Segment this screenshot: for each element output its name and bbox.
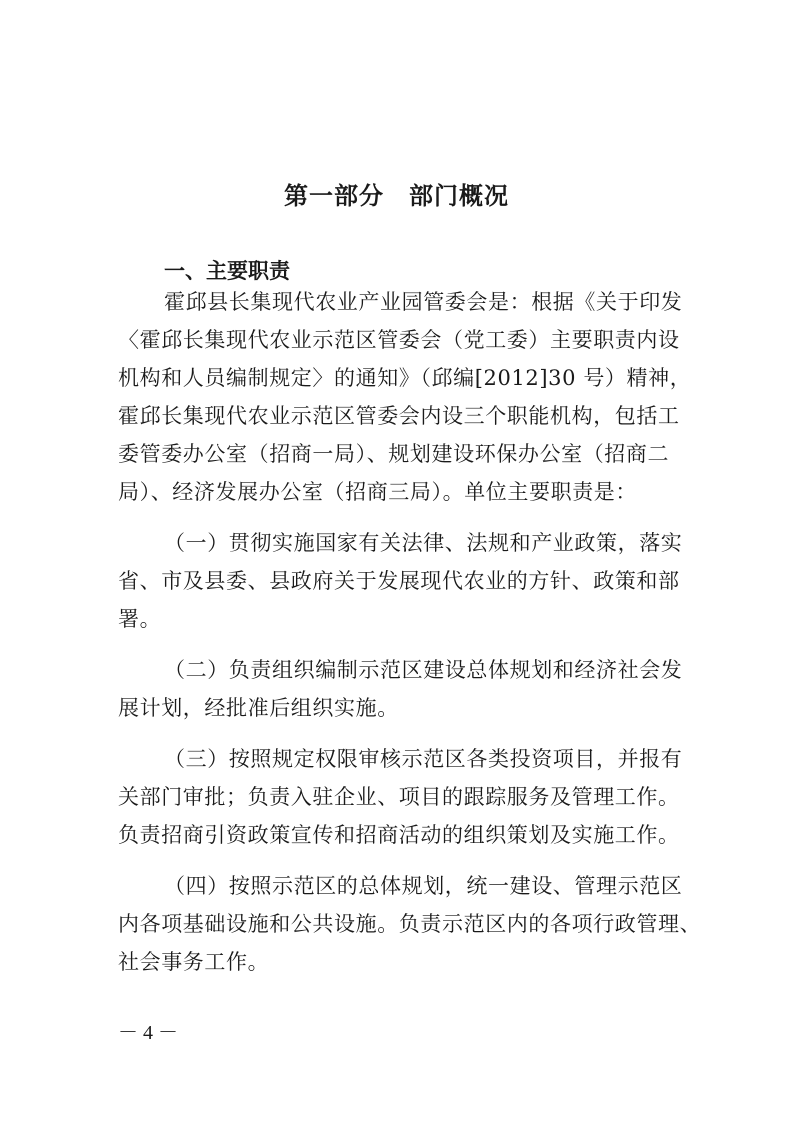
paragraph-line: （四）按照示范区的总体规划，统一建设、管理示范区 bbox=[164, 874, 683, 898]
paragraph-line: 霍邱县长集现代农业产业园管委会是：根据《关于印发 bbox=[164, 290, 683, 314]
paragraph-line: 署。 bbox=[118, 607, 162, 631]
document-body bbox=[118, 283, 702, 981]
paragraph-line: （二）负责组织编制示范区建设总体规划和经济社会发 bbox=[164, 658, 683, 682]
duty-3-paragraph bbox=[118, 740, 688, 854]
paragraph-line: （一）贯彻实施国家有关法律、法规和产业政策，落实 bbox=[164, 531, 683, 555]
paragraph-line: 展计划，经批准后组织实施。 bbox=[118, 696, 399, 720]
duty-2-paragraph bbox=[118, 651, 688, 727]
intro-paragraph bbox=[118, 283, 692, 511]
duty-4-paragraph bbox=[118, 867, 702, 981]
section-heading: 一、主要职责 bbox=[164, 259, 290, 283]
page-number: － 4 － bbox=[118, 1022, 178, 1044]
paragraph-line: 省、市及县委、县政府关于发展现代农业的方针、政策和部 bbox=[118, 569, 680, 593]
paragraph-line: 社会事务工作。 bbox=[118, 950, 270, 974]
paragraph-line: 内各项基础设施和公共设施。负责示范区内的各项行政管理、 bbox=[118, 912, 702, 936]
paragraph-line: 〈霍邱长集现代农业示范区管委会（党工委）主要职责内设 bbox=[118, 328, 680, 352]
duty-1-paragraph bbox=[118, 524, 688, 638]
paragraph-line: 负责招商引资政策宣传和招商活动的组织策划及实施工作。 bbox=[118, 823, 680, 847]
paragraph-line: 委管委办公室（招商一局）、规划建设环保办公室（招商二 bbox=[118, 442, 670, 466]
paragraph-line: 局）、经济发展办公室（招商三局）。单位主要职责是： bbox=[118, 480, 637, 504]
paragraph-line: 关部门审批；负责入驻企业、项目的跟踪服务及管理工作。 bbox=[118, 785, 680, 809]
paragraph-line: 机构和人员编制规定〉的通知》（邱编[2012]30 号）精神， bbox=[118, 366, 692, 390]
paragraph-line: 霍邱长集现代农业示范区管委会内设三个职能机构，包括工 bbox=[118, 404, 680, 428]
page-title: 第一部分 部门概况 bbox=[284, 182, 509, 210]
paragraph-line: （三）按照规定权限审核示范区各类投资项目，并报有 bbox=[164, 747, 683, 771]
